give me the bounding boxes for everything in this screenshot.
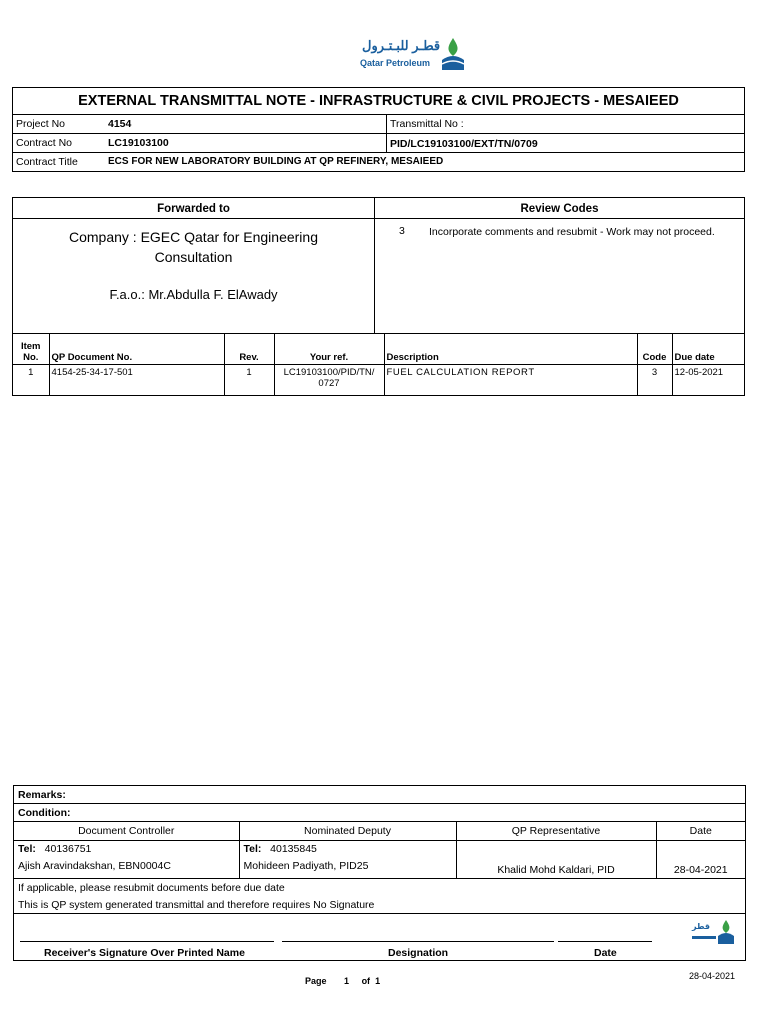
transmittal-no-label: Transmittal No : (390, 118, 464, 130)
remarks-label: Remarks: (14, 786, 745, 804)
svg-text:قطر: قطر (692, 921, 711, 931)
controller-contact (14, 840, 239, 878)
project-no-value: 4154 (96, 115, 387, 133)
logo-english-text: Qatar Petroleum (360, 58, 431, 68)
company-line-1: Company : EGEC Qatar for Engineering (68, 229, 318, 245)
documents-table-header (13, 334, 744, 365)
footer-date: 28-04-2021 (689, 971, 736, 981)
contract-title-value: ECS FOR NEW LABORATORY BUILDING AT QP REFINERY, MESAIEED (108, 156, 444, 167)
controller-tel: 40136751 (44, 842, 92, 855)
review-code: 3 (399, 225, 405, 237)
contract-no-label: Contract No (16, 137, 73, 149)
cell-item-no: 1 (13, 365, 49, 396)
page-total: 1 (375, 976, 381, 986)
receiver-signature-row (14, 914, 745, 960)
contract-title-row (13, 153, 744, 171)
deputy-tel-label: Tel: (243, 842, 262, 855)
col-your-ref: Your ref. (274, 334, 384, 365)
review-codes-block (375, 219, 744, 334)
col-rev: Rev. (224, 334, 274, 365)
contract-row (13, 134, 744, 153)
col-qp-representative: QP Representative (456, 822, 656, 840)
small-logo-icon (690, 918, 734, 950)
review-code-description: Incorporate comments and resubmit - Work may not proceed. (429, 226, 715, 238)
col-description: Description (384, 334, 637, 365)
cell-code: 3 (637, 365, 672, 396)
documents-table (13, 334, 744, 395)
contract-title-label: Contract Title (16, 156, 78, 168)
company-line-2: Consultation (154, 249, 233, 265)
contacts-table (14, 822, 745, 879)
logo-arabic-text: قطـر للبـتـرول (362, 38, 441, 53)
project-row (13, 115, 744, 134)
deputy-tel: 40135845 (270, 842, 317, 855)
col-date: Date (656, 822, 745, 840)
forwarding-section (12, 197, 745, 396)
forwarded-to-heading: Forwarded to (13, 198, 374, 219)
designation-label: Designation (388, 946, 449, 959)
note-resubmit: If applicable, please resubmit documents before due date (18, 881, 285, 894)
condition-label: Condition: (14, 804, 745, 822)
controller-name: Ajish Aravindakshan, EBN0004C (18, 859, 171, 872)
transmittal-no-value: PID/LC19103100/EXT/TN/0709 (390, 138, 538, 150)
cell-description: FUEL CALCULATION REPORT (384, 365, 637, 396)
of-label: of (361, 976, 371, 986)
receiver-signature-label: Receiver's Signature Over Printed Name (44, 946, 245, 959)
contract-no-value: LC19103100 (96, 134, 387, 152)
col-nominated-deputy: Nominated Deputy (239, 822, 456, 840)
receiver-signature-line (20, 941, 274, 942)
table-row (13, 365, 744, 396)
page-indicator (305, 976, 380, 986)
signoff-date: 28-04-2021 (656, 840, 745, 878)
cell-due-date: 12-05-2021 (674, 367, 724, 378)
page-label: Page (305, 976, 327, 986)
note-no-signature: This is QP system generated transmittal and therefore requires No Signature (14, 896, 745, 914)
designation-line (282, 941, 554, 942)
logo-flame-icon (440, 36, 466, 72)
qatar-petroleum-logo (358, 36, 468, 74)
col-document-controller: Document Controller (14, 822, 239, 840)
fao-line: F.a.o.: Mr.Abdulla F. ElAwady (109, 287, 278, 302)
deputy-name: Mohideen Padiyath, PID25 (243, 859, 369, 872)
col-due-date: Due date (672, 334, 744, 365)
controller-tel-label: Tel: (18, 842, 36, 855)
col-qp-document-no: QP Document No. (49, 334, 224, 365)
page-number: 1 (344, 976, 350, 986)
date-label: Date (594, 946, 617, 959)
cell-document-no: 4154-25-34-17-501 (49, 365, 224, 396)
cell-your-ref: LC19103100/PID/TN/ 0727 (274, 365, 384, 396)
review-codes-heading: Review Codes (375, 198, 744, 219)
cell-rev: 1 (224, 365, 274, 396)
deputy-contact (239, 840, 456, 878)
document-title: EXTERNAL TRANSMITTAL NOTE - INFRASTRUCTURE & CIVIL PROJECTS - MESAIEED (13, 88, 744, 115)
date-line (558, 941, 652, 942)
col-code: Code (637, 334, 672, 365)
qp-rep-name: Khalid Mohd Kaldari, PID (456, 840, 656, 878)
signoff-section (13, 785, 746, 961)
col-item-no: Item No. (13, 334, 49, 365)
project-no-label: Project No (16, 118, 66, 130)
transmittal-header (12, 87, 745, 172)
recipient-block (13, 219, 374, 334)
